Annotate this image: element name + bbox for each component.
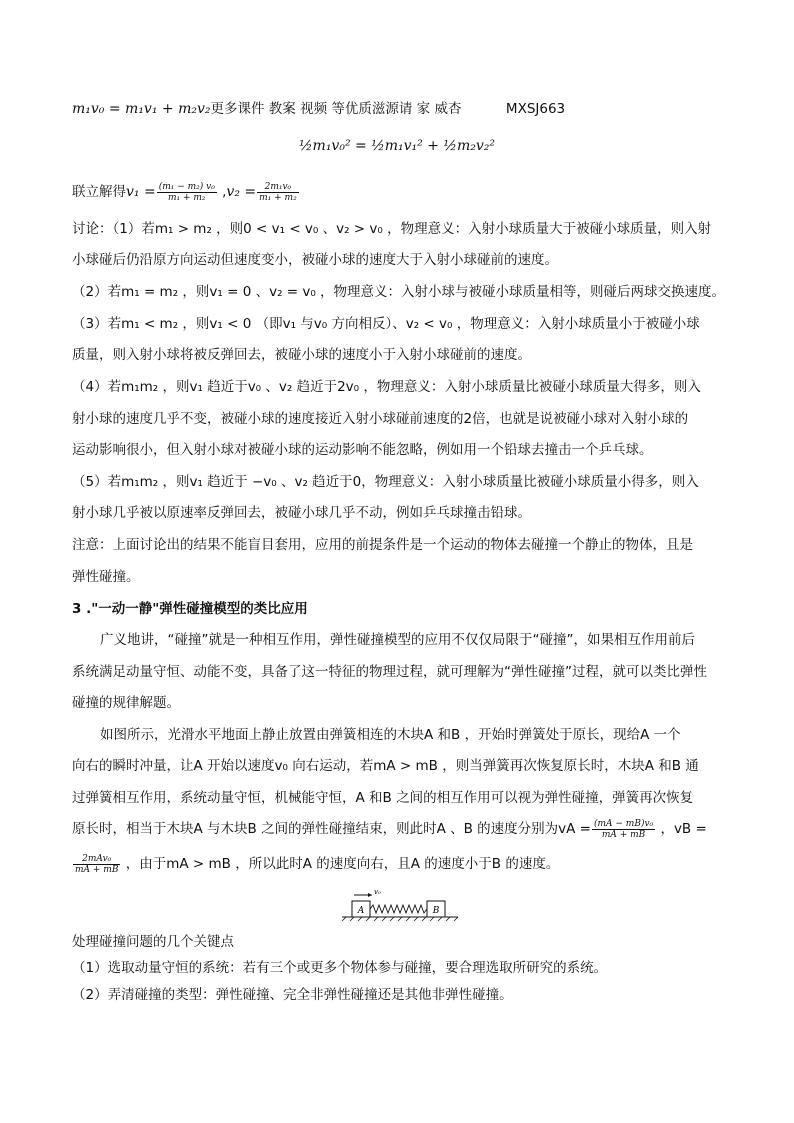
spring [370,905,427,913]
block-b-label: B [432,906,440,916]
section-3-para-line-1: 广义地讲，“碰撞”就是一种相互作用，弹性碰撞模型的应用不仅仅局限于“碰撞”，如果相互作用前后 [100,632,695,648]
block-a-label: A [357,906,365,916]
header-line [72,99,732,119]
example-line-1: 如图所示，光滑水平地面上静止放置由弹簧相连的木块A 和B ，开始时弹簧处于原长，现给A 一个 [100,727,681,743]
discussion-line-4: （3）若m₁ < m₂ ，则v₁ < 0 （即v₁ 与v₀ 方向相反）、v₂ < v₀ ，物理意义：入射小球质量小于被碰小球 [72,316,700,332]
example-line-2: 向右的瞬时冲量，让A 开始以速度v₀ 向右运动，若mA > mB ，则当弹簧再次恢复原长时，木块A 和B 通 [72,758,699,774]
velocity-arrowhead [368,893,372,897]
keypoints-title: 处理碰撞问题的几个关键点 [72,934,234,950]
vb-numerator: 2mAv₀ [73,854,120,865]
solution-lead: 联立解得 [72,184,126,200]
solution-line [72,177,732,207]
discussion-line-9: （5）若m₁m₂ ，则v₁ 趋近于 −v₀ 、v₂ 趋近于0，物理意义：入射小球质量比被碰小球质量小得多，则入 [72,474,699,490]
v1-numerator: (m₁ − m₂) v₀ [158,181,215,192]
solution-separator: , [217,184,227,200]
energy-equation: ½m₁v₀² = ½m₁v₁² + ½m₂v₂² [298,138,496,154]
discussion-line-2: 小球碰后仍沿原方向运动但速度变小，被碰小球的速度大于入射小球碰前的速度。 [72,252,558,268]
ground-hatching [342,917,458,921]
discussion-line-8: 运动影响很小，但入射小球对被碰小球的运动影响不能忽略，例如用一个铅球去撞击一个乒乓球。 [72,442,653,458]
discussion-line-7: 射小球的速度几乎不变，被碰小球的速度接近入射小球碰前速度的2倍，也就是说被碰小球对入射小球的 [72,411,689,427]
example-line-5-text: ，由于mA > mB ，所以此时A 的速度向右，且A 的速度小于B 的速度。 [121,856,560,872]
example-line-4 [72,814,732,844]
v1-denominator: m₁ + m₂ [167,192,206,203]
va-denominator: mA + mB [601,829,646,840]
discussion-line-3: （2）若m₁ = m₂ ，则v₁ = 0 、v₂ = v₀ ，物理意义：入射小球与被碰小球质量相等，则碰后两球交换速度。 [72,284,726,300]
vb-denominator: mA + mB [75,864,119,875]
note-line-1: 注意：上面讨论出的结果不能盲目套用，应用的前提条件是一个运动的物体去碰撞一个静止的物体，且是 [72,537,693,553]
discussion-line-5: 质量，则入射小球将被反弹回去，被碰小球的速度小于入射小球碰前的速度。 [72,347,531,363]
keypoint-2: （2）弄清碰撞的类型：弹性碰撞、完全非弹性碰撞还是其他非弹性碰撞。 [72,987,513,1003]
header-ad-text: 更多课件 教案 视频 等优质滋源请 家 威杏 [210,101,462,117]
example-line-5 [72,849,732,879]
section-3-title: 3 ."一动一静"弹性碰撞模型的类比应用 [72,601,308,617]
vb-label: ，vB = [656,821,707,837]
section-3-para-line-3: 碰撞的规律解题。 [72,695,180,711]
note-line-2: 弹性碰撞。 [72,569,140,585]
discussion-line-6: （4）若m₁m₂ ，则v₁ 趋近于v₀ 、v₂ 趋近于2v₀ ，物理意义：入射小球质量比被碰小球质量大得多，则入 [72,379,701,395]
spring-blocks-figure [340,886,460,922]
example-line-3: 过弹簧相互作用，系统动量守恒，机械能守恒，A 和B 之间的相互作用可以视为弹性碰撞，弹簧再次恢复 [72,790,694,806]
momentum-equation: m₁v₀ = m₁v₁ + m₂v₂ [72,101,211,117]
v1-label: v₁ = [126,184,156,200]
v2-numerator: 2m₁v₀ [257,182,299,193]
velocity-label: v₀ [374,888,381,896]
v1-fraction [157,182,217,203]
discussion-line-1: 讨论：（1）若m₁ > m₂ ，则0 < v₁ < v₀ 、v₂ > v₀ ，物理意义：入射小球质量大于被碰小球质量，则入射 [72,221,712,237]
header-code: MXSJ663 [505,101,566,117]
va-fraction [592,819,655,840]
va-numerator: (mA − mB)v₀ [593,818,654,829]
example-line-4-text: 原长时，相当于木块A 与木块B 之间的弹性碰撞结束，则此时A 、B 的速度分别为vA = [72,821,591,837]
discussion-line-10: 射小球几乎被以原速率反弹回去，被碰小球几乎不动，例如乒乓球撞击铅球。 [72,505,531,521]
v2-denominator: m₁ + m₂ [259,192,297,203]
section-3-para-line-2: 系统满足动量守恒、动能不变，具备了这一特征的物理过程，就可理解为“弹性碰撞”过程，就可以类比弹性 [72,664,707,680]
v2-fraction [257,182,299,203]
v2-label: v₂ = [226,184,257,200]
keypoint-1: （1）选取动量守恒的系统：若有三个或更多个物体参与碰撞，要合理选取所研究的系统。 [72,960,608,976]
vb-fraction [73,854,120,875]
